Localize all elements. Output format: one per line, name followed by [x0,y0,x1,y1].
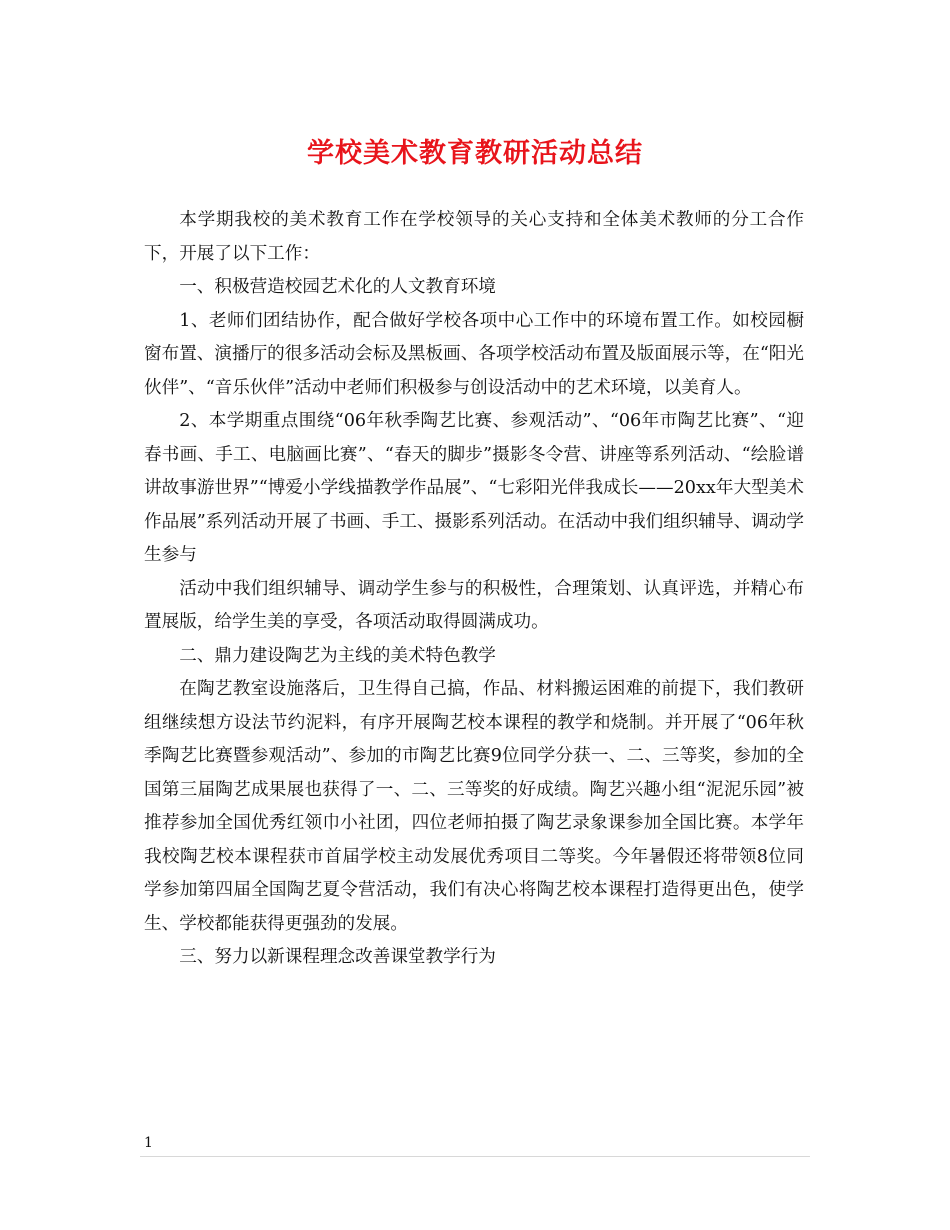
paragraph-intro: 本学期我校的美术教育工作在学校领导的关心支持和全体美术教师的分工合作下，开展了以下工作： [144,210,804,264]
section-heading-1: 一、积极营造校园艺术化的人文教育环境 [179,277,496,297]
document-title: 学校美术教育教研活动总结 [307,138,643,169]
paragraph-item-2: 2、本学期重点围绕“06年秋季陶艺比赛、参观活动”、“06年市陶艺比赛”、“迎春书画、手工、电脑画比赛”、“春天的脚步”摄影冬令营、讲座等系列活动、“绘脸谱讲故事游世界”“博爱小学线描教学作品展”、“七彩阳光伴我成长——20xx年大型美术作品展”系列活动开展了书画、手工、摄影系列活动。在活动中我们组织辅导、调动学生参与 [144,411,804,565]
paragraph-item-1: 1、老师们团结协作，配合做好学校各项中心工作中的环境布置工作。如校园橱窗布置、演播厅的很多活动会标及黑板画、各项学校活动布置及版面展示等，在“阳光伙伴”、“音乐伙伴”活动中老师们积极参与创设活动中的艺术环境，以美育人。 [144,310,804,398]
page-number: 1 [144,1135,153,1151]
paragraph-continuation: 活动中我们组织辅导、调动学生参与的积极性，合理策划、认真评选，并精心布置展版，给学生美的享受，各项活动取得圆满成功。 [144,578,804,632]
section-heading-3: 三、努力以新课程理念改善课堂教学行为 [179,947,496,967]
section-heading-2: 二、鼎力建设陶艺为主线的美术特色教学 [179,645,496,666]
footer-divider [140,1156,810,1157]
paragraph-pottery: 在陶艺教室设施落后，卫生得自己搞，作品、材料搬运困难的前提下，我们教研组继续想方设法节约泥料，有序开展陶艺校本课程的教学和烧制。并开展了“06年秋季陶艺比赛暨参观活动”、参加的市陶艺比赛9位同学分获一、二、三等奖，参加的全国第三届陶艺成果展也获得了一、二、三等奖的好成绩。陶艺兴趣小组“泥泥乐园”被推荐参加全国优秀红领巾小社团，四位老师拍摄了陶艺录象课参加全国比赛。本学年我校陶艺校本课程获市首届学校主动发展优秀项目二等奖。今年暑假还将带领8位同学参加第四届全国陶艺夏令营活动，我们有决心将陶艺校本课程打造得更出色，使学生、学校都能获得更强劲的发展。 [144,679,804,934]
document-body [144,204,804,975]
